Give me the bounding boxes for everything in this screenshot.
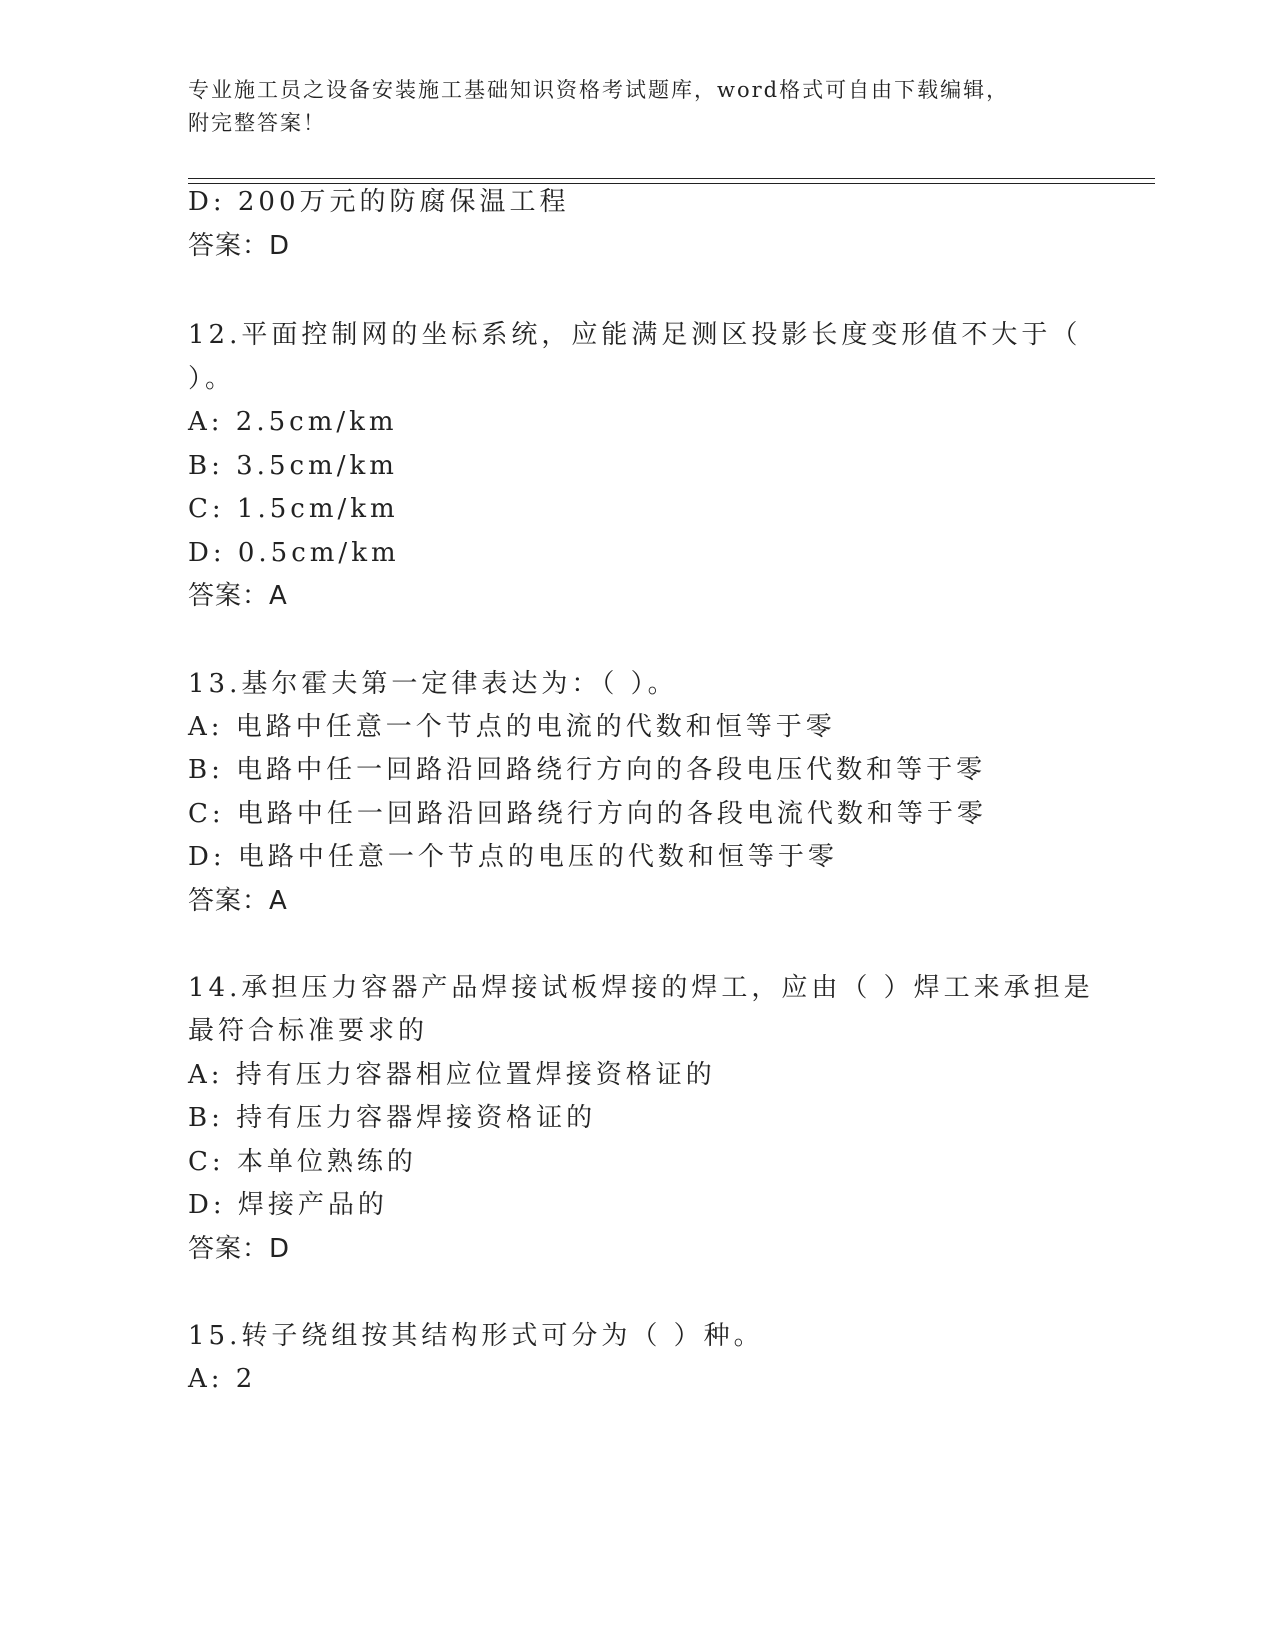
question-12-option-d: D: 0.5cm/km xyxy=(188,538,400,568)
question-12-stem-continued: ）。 xyxy=(188,364,236,394)
question-14-stem-continued: 最符合标准要求的 xyxy=(188,1016,429,1046)
question-15-option-a: A: 2 xyxy=(188,1364,257,1394)
header-divider-bottom xyxy=(188,183,1155,184)
question-12-answer: 答案：A xyxy=(188,581,288,611)
header-text-line-1: 专业施工员之设备安装施工基础知识资格考试题库，word格式可自由下载编辑， xyxy=(188,78,1010,102)
question-14-stem: 14.承担压力容器产品焊接试板焊接的焊工，应由（ ）焊工来承担是 xyxy=(188,973,1094,1003)
question-14-answer: 答案：D xyxy=(188,1234,291,1264)
question-14-option-b: B: 持有压力容器焊接资格证的 xyxy=(188,1103,597,1133)
question-13-option-d: D: 电路中任意一个节点的电压的代数和恒等于零 xyxy=(188,842,838,872)
question-13-option-b: B: 电路中任一回路沿回路绕行方向的各段电压代数和等于零 xyxy=(188,755,987,785)
question-14-option-c: C: 本单位熟练的 xyxy=(188,1147,417,1177)
header-text-line-2: 附完整答案！ xyxy=(188,111,326,135)
question-13-answer: 答案：A xyxy=(188,886,288,916)
document-header xyxy=(188,74,1088,140)
header-divider-top xyxy=(188,178,1155,179)
question-12-option-b: B: 3.5cm/km xyxy=(188,451,398,481)
question-13-option-a: A: 电路中任意一个节点的电流的代数和恒等于零 xyxy=(188,712,836,742)
question-12-option-c: C: 1.5cm/km xyxy=(188,494,399,524)
answer-line: 答案：D xyxy=(188,231,291,261)
option-d: D: 200万元的防腐保温工程 xyxy=(188,187,570,217)
question-12-option-a: A: 2.5cm/km xyxy=(188,407,398,437)
question-15-stem: 15.转子绕组按其结构形式可分为（ ）种。 xyxy=(188,1321,764,1351)
question-12-stem: 12.平面控制网的坐标系统，应能满足测区投影长度变形值不大于（ xyxy=(188,320,1082,350)
question-14-option-a: A: 持有压力容器相应位置焊接资格证的 xyxy=(188,1060,716,1090)
question-14-option-d: D: 焊接产品的 xyxy=(188,1190,388,1220)
question-13-stem: 13.基尔霍夫第一定律表达为：（ ）。 xyxy=(188,669,678,699)
question-13-option-c: C: 电路中任一回路沿回路绕行方向的各段电流代数和等于零 xyxy=(188,799,987,829)
